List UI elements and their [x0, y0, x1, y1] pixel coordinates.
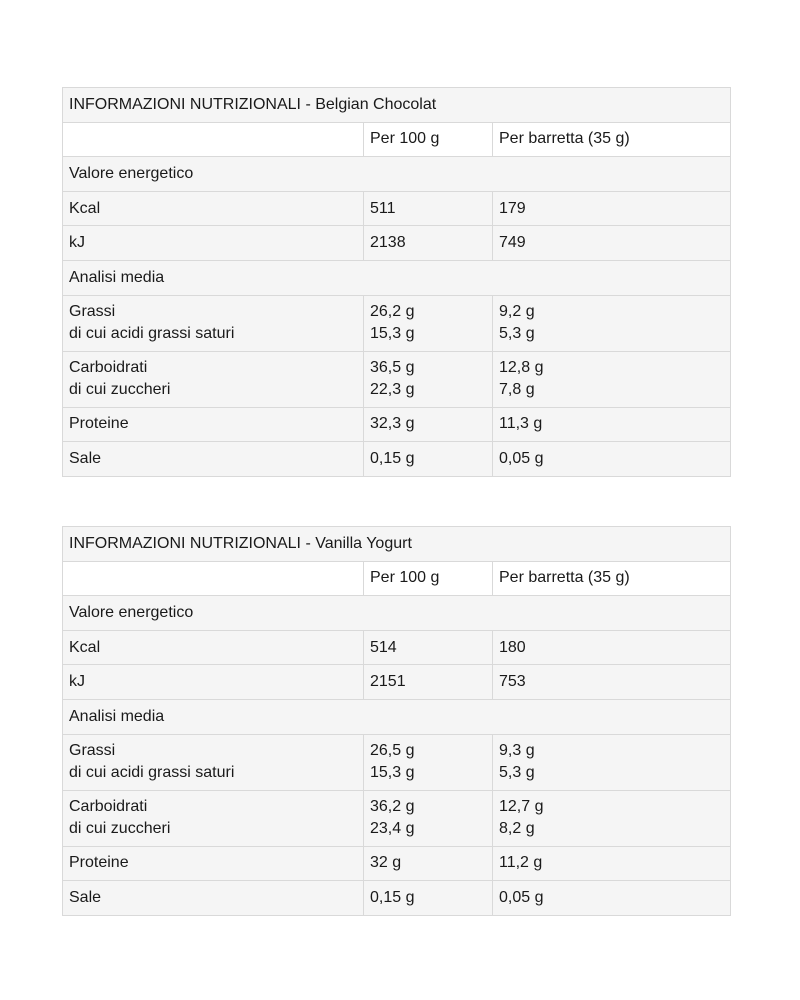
table-title: INFORMAZIONI NUTRIZIONALI - Vanilla Yogurt — [63, 527, 731, 562]
value-per-100g: 514 — [364, 630, 493, 665]
table-row-kcal — [63, 191, 731, 226]
row-label: Proteine — [63, 407, 364, 442]
nutrition-table-vanilla-yogurt — [62, 526, 731, 916]
value-per-100g: 2138 — [364, 226, 493, 261]
value-per-100g: 36,5 g — [370, 359, 415, 377]
value-per-bar: 11,2 g — [493, 846, 731, 881]
value-per-bar: 12,8 g — [499, 359, 544, 377]
value-per-100g: 0,15 g — [364, 881, 493, 916]
value-per-bar-cell — [493, 295, 731, 351]
value-per-100g-cell — [364, 295, 493, 351]
subvalue-per-bar: 5,3 g — [499, 764, 535, 782]
value-per-bar: 749 — [493, 226, 731, 261]
section-row-energy — [63, 596, 731, 631]
value-per-100g: 32 g — [364, 846, 493, 881]
row-sublabel: di cui zuccheri — [69, 820, 171, 838]
row-label-cell — [63, 790, 364, 846]
row-sublabel: di cui acidi grassi saturi — [69, 325, 235, 343]
table-row-salt — [63, 442, 731, 477]
column-header-row — [63, 561, 731, 596]
row-label: kJ — [63, 226, 364, 261]
header-per-bar: Per barretta (35 g) — [493, 122, 731, 157]
table-row-protein — [63, 846, 731, 881]
value-per-100g: 26,2 g — [370, 303, 415, 321]
table-row-fat — [63, 734, 731, 790]
table-title-row — [63, 527, 731, 562]
table-title-row — [63, 88, 731, 123]
value-per-bar: 12,7 g — [499, 798, 544, 816]
subvalue-per-bar: 8,2 g — [499, 820, 535, 838]
value-per-100g: 511 — [364, 191, 493, 226]
value-per-100g: 2151 — [364, 665, 493, 700]
table-row-fat — [63, 295, 731, 351]
table-row-salt — [63, 881, 731, 916]
value-per-bar: 11,3 g — [493, 407, 731, 442]
subvalue-per-bar: 7,8 g — [499, 381, 535, 399]
section-label-energy: Valore energetico — [63, 596, 731, 631]
row-label-cell — [63, 295, 364, 351]
section-label-analysis: Analisi media — [63, 699, 731, 734]
value-per-bar-cell — [493, 734, 731, 790]
subvalue-per-bar: 5,3 g — [499, 325, 535, 343]
header-per-100g: Per 100 g — [364, 122, 493, 157]
value-per-100g-cell — [364, 790, 493, 846]
row-label: Grassi — [69, 742, 116, 760]
value-per-bar: 0,05 g — [493, 881, 731, 916]
value-per-100g-cell — [364, 351, 493, 407]
subvalue-per-100g: 15,3 g — [370, 325, 415, 343]
header-empty-cell — [63, 122, 364, 157]
nutrition-table-belgian-chocolat — [62, 87, 731, 477]
value-per-100g: 32,3 g — [364, 407, 493, 442]
row-label: kJ — [63, 665, 364, 700]
table-row-protein — [63, 407, 731, 442]
value-per-bar: 180 — [493, 630, 731, 665]
column-header-row — [63, 122, 731, 157]
row-label: Kcal — [63, 191, 364, 226]
subvalue-per-100g: 23,4 g — [370, 820, 415, 838]
value-per-100g: 0,15 g — [364, 442, 493, 477]
value-per-bar: 753 — [493, 665, 731, 700]
value-per-100g: 36,2 g — [370, 798, 415, 816]
row-label: Sale — [63, 442, 364, 477]
value-per-bar-cell — [493, 790, 731, 846]
row-label: Grassi — [69, 303, 116, 321]
row-label: Carboidrati — [69, 798, 148, 816]
row-label-cell — [63, 351, 364, 407]
value-per-100g-cell — [364, 734, 493, 790]
value-per-bar: 9,3 g — [499, 742, 535, 760]
section-label-analysis: Analisi media — [63, 260, 731, 295]
row-sublabel: di cui zuccheri — [69, 381, 171, 399]
subvalue-per-100g: 15,3 g — [370, 764, 415, 782]
value-per-bar-cell — [493, 351, 731, 407]
subvalue-per-100g: 22,3 g — [370, 381, 415, 399]
table-row-carbs — [63, 790, 731, 846]
header-empty-cell — [63, 561, 364, 596]
value-per-100g: 26,5 g — [370, 742, 415, 760]
row-label-cell — [63, 734, 364, 790]
row-label: Carboidrati — [69, 359, 148, 377]
section-row-energy — [63, 157, 731, 192]
value-per-bar: 179 — [493, 191, 731, 226]
table-row-kj — [63, 665, 731, 700]
table-title: INFORMAZIONI NUTRIZIONALI - Belgian Chocolat — [63, 88, 731, 123]
value-per-bar: 9,2 g — [499, 303, 535, 321]
section-row-analysis — [63, 260, 731, 295]
row-label: Proteine — [63, 846, 364, 881]
table-row-kcal — [63, 630, 731, 665]
header-per-bar: Per barretta (35 g) — [493, 561, 731, 596]
row-label: Sale — [63, 881, 364, 916]
section-row-analysis — [63, 699, 731, 734]
row-label: Kcal — [63, 630, 364, 665]
header-per-100g: Per 100 g — [364, 561, 493, 596]
table-row-kj — [63, 226, 731, 261]
table-row-carbs — [63, 351, 731, 407]
section-label-energy: Valore energetico — [63, 157, 731, 192]
row-sublabel: di cui acidi grassi saturi — [69, 764, 235, 782]
value-per-bar: 0,05 g — [493, 442, 731, 477]
